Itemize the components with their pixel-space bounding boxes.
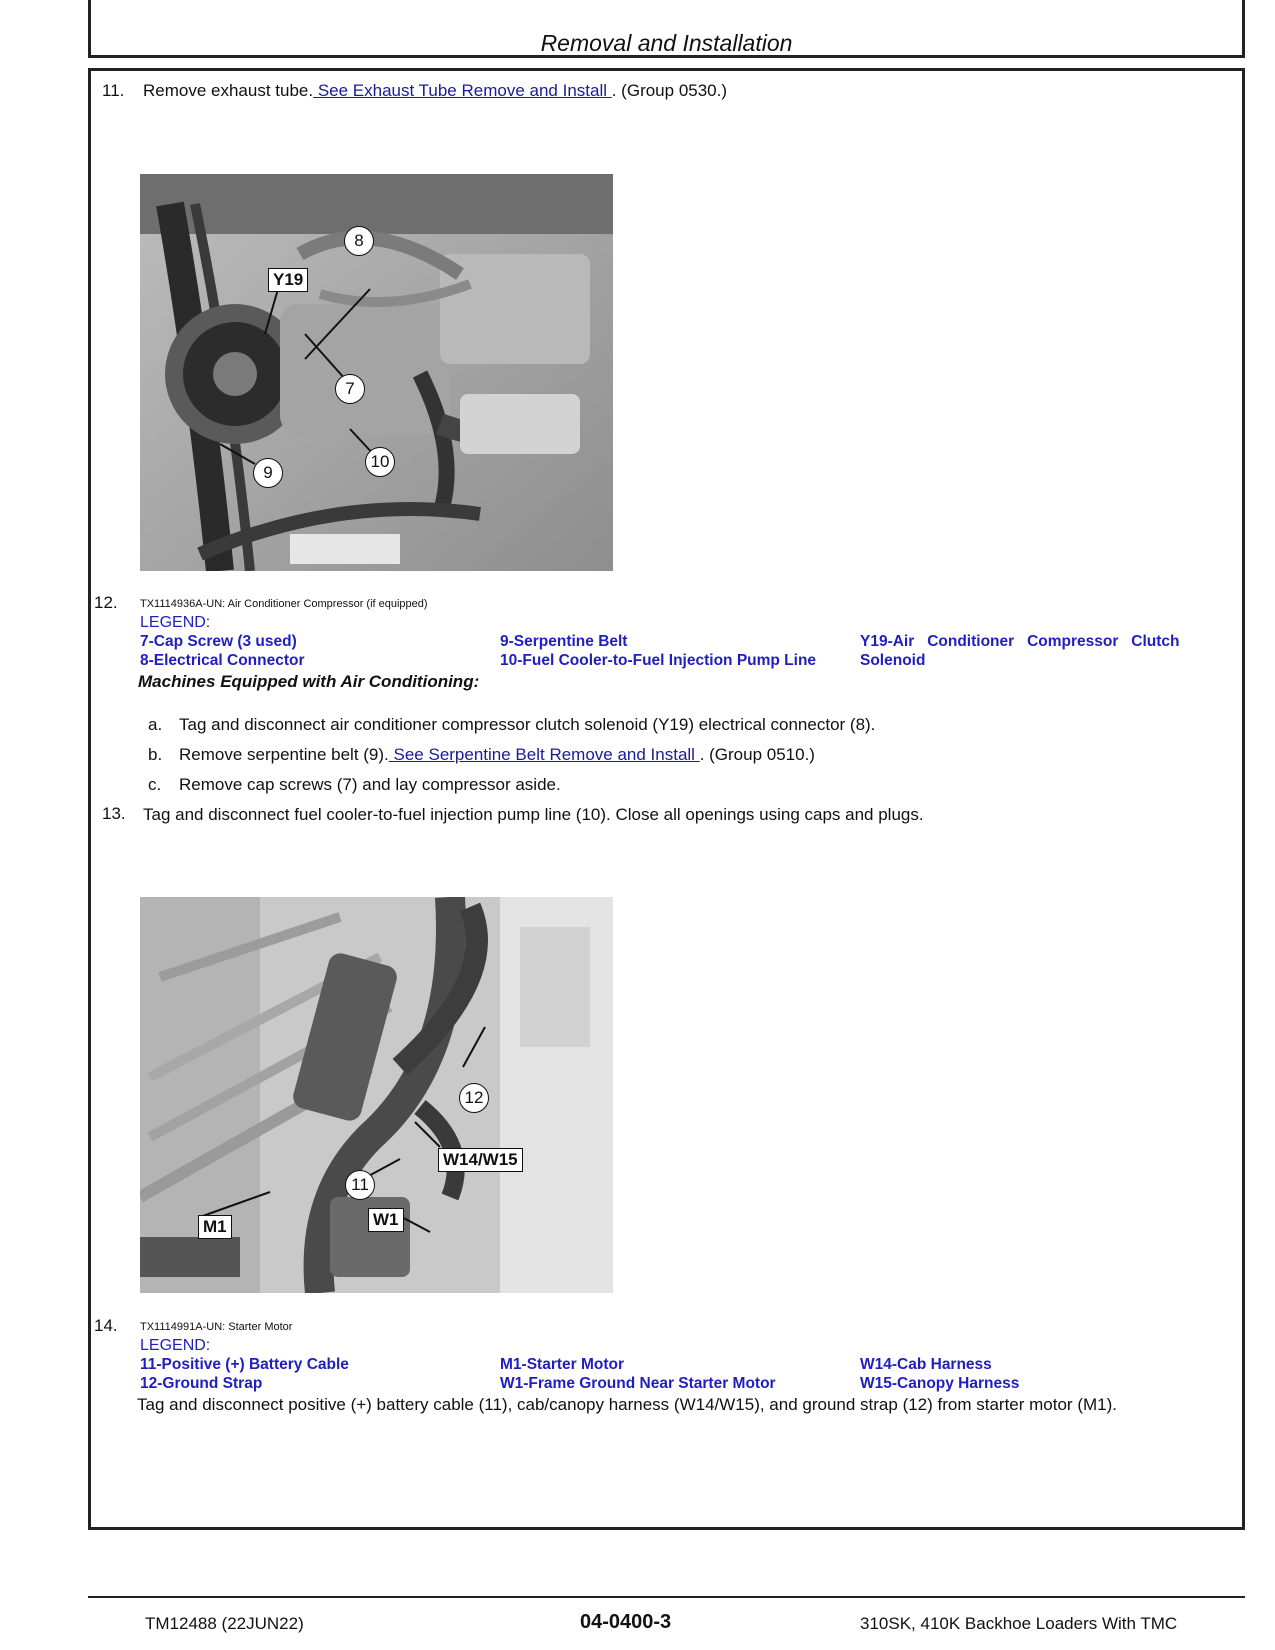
substep-a-letter: a. [148, 715, 163, 734]
legend-item-7: 7-Cap Screw (3 used) [140, 633, 297, 650]
legend-item-w1: W1-Frame Ground Near Starter Motor [500, 1375, 776, 1392]
substep-b-letter: b. [148, 745, 163, 764]
legend-item-y19: Y19-Air Conditioner Compressor Clutch [860, 633, 1180, 650]
callout-w14-w15: W14/W15 [438, 1148, 523, 1172]
step-12-number: 12. [94, 593, 118, 612]
callout-7: 7 [335, 374, 365, 404]
callout-10: 10 [365, 447, 395, 477]
ac-compressor-photo [140, 174, 613, 571]
callout-12: 12 [459, 1083, 489, 1113]
callout-m1: M1 [198, 1215, 232, 1239]
substep-b-instruction: Remove serpentine belt (9). [179, 745, 389, 764]
figure-2-legend-title: LEGEND: [140, 1337, 211, 1354]
footer-model: 310SK, 410K Backhoe Loaders With TMC [860, 1614, 1178, 1633]
legend-item-9: 9-Serpentine Belt [500, 633, 628, 650]
step-13-number: 13. [102, 804, 126, 823]
substep-b-text [179, 744, 815, 766]
step-14-number: 14. [94, 1316, 118, 1335]
step-11-text [143, 80, 727, 102]
substep-a-text: Tag and disconnect air conditioner compressor clutch solenoid (Y19) electrical connector (8). [179, 715, 876, 734]
substep-c-letter: c. [148, 775, 162, 794]
serpentine-belt-link[interactable]: See Serpentine Belt Remove and Install [388, 745, 700, 764]
step-11-number: 11. [102, 81, 125, 100]
substep-b-group: . (Group 0510.) [699, 745, 815, 764]
ac-compressor-illustration [140, 174, 613, 571]
footer-rule [88, 1596, 1245, 1598]
exhaust-tube-link[interactable]: See Exhaust Tube Remove and Install [313, 81, 612, 100]
legend-item-m1: M1-Starter Motor [500, 1356, 625, 1373]
callout-11: 11 [345, 1170, 375, 1200]
figure-1-legend-title: LEGEND: [140, 614, 211, 631]
figure-2-caption: TX1114991A-UN: Starter Motor [140, 1321, 293, 1333]
legend-item-8: 8-Electrical Connector [140, 652, 305, 669]
footer-page-number: 04-0400-3 [580, 1611, 672, 1633]
page-title: Removal and Installation [540, 30, 793, 56]
callout-8: 8 [344, 226, 374, 256]
substep-c-text: Remove cap screws (7) and lay compressor aside. [179, 775, 561, 794]
legend-item-w15: W15-Canopy Harness [860, 1375, 1020, 1392]
legend-item-y19-cont: Solenoid [860, 652, 926, 669]
legend-item-w14: W14-Cab Harness [860, 1356, 992, 1373]
footer-manual-id: TM12488 (22JUN22) [145, 1614, 304, 1633]
callout-9: 9 [253, 458, 283, 488]
step-11-group: . (Group 0530.) [611, 81, 728, 100]
callout-w1: W1 [368, 1208, 404, 1232]
step-13-text: Tag and disconnect fuel cooler-to-fuel injection pump line (10). Close all openings using caps and plugs. [143, 805, 924, 824]
legend-item-11: 11-Positive (+) Battery Cable [140, 1356, 349, 1373]
figure-1-caption: TX1114936A-UN: Air Conditioner Compressor (if equipped) [140, 598, 428, 610]
step-14-text: Tag and disconnect positive (+) battery cable (11), cab/canopy harness (W14/W15), and ground strap (12) from starter motor (M1). [137, 1395, 1117, 1414]
ac-section-heading: Machines Equipped with Air Conditioning: [138, 672, 480, 691]
callout-y19: Y19 [268, 268, 308, 292]
step-11-instruction: Remove exhaust tube. [143, 81, 314, 100]
legend-item-10: 10-Fuel Cooler-to-Fuel Injection Pump Line [500, 652, 817, 669]
legend-item-12: 12-Ground Strap [140, 1375, 263, 1392]
